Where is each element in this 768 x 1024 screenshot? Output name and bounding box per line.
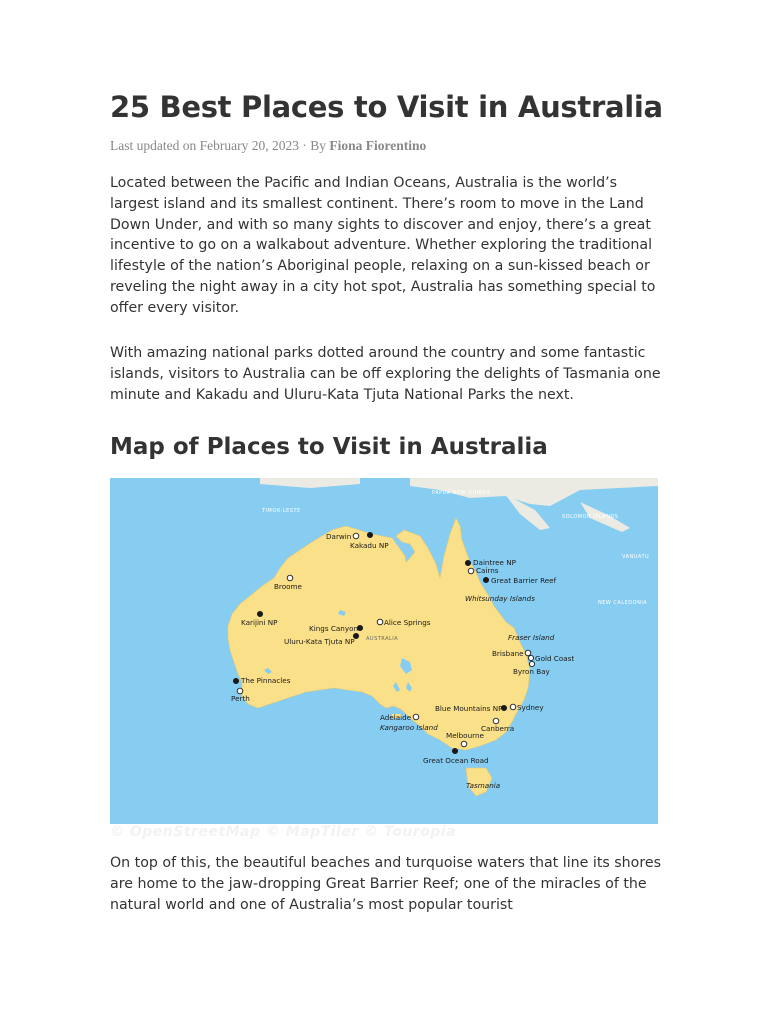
- label-uluru: Uluru-Kata Tjuta NP: [284, 637, 355, 646]
- marker-great-ocean-road: [452, 748, 457, 753]
- marker-daintree: [465, 560, 470, 565]
- australia-map[interactable]: [110, 478, 658, 824]
- marker-gold-coast: [528, 655, 533, 660]
- map-svg: [110, 478, 658, 824]
- sea-label-png: PAPUA NEW GUINEA: [432, 490, 491, 496]
- sea-label-new-caledonia: NEW CALEDONIA: [598, 600, 648, 606]
- article-meta: [110, 138, 426, 154]
- map-heading: Map of Places to Visit in Australia: [110, 434, 548, 460]
- label-blue-mountains: Blue Mountains NP: [435, 704, 503, 713]
- label-pinnacles: The Pinnacles: [241, 676, 291, 685]
- label-kakadu: Kakadu NP: [350, 541, 389, 550]
- label-darwin: Darwin: [326, 532, 352, 541]
- label-alice-springs: Alice Springs: [384, 618, 431, 627]
- second-paragraph: With amazing national parks dotted around the country and some fantastic islands, visitors to Australia can be off exploring the delights of Tasmania one minute and Kakadu and Uluru-Kata Tjuta National Parks the next.: [110, 345, 661, 403]
- meta-date: Last updated on February 20, 2023 · By: [110, 138, 330, 153]
- label-perth: Perth: [231, 694, 250, 703]
- label-gold-coast: Gold Coast: [535, 654, 575, 663]
- marker-karijini: [257, 611, 262, 616]
- label-canberra: Canberra: [481, 724, 515, 733]
- sea-label-solomon: SOLOMON ISLANDS: [562, 514, 619, 520]
- intro-paragraph: Located between the Pacific and Indian Oceans, Australia is the world’s largest island and its smallest continent. There’s room to move in the Land Down Under, and with so many sights to discover and enjoy, there’s a great incentive to go on a walkabout adventure. Whether exploring the traditional lifestyle of the nation’s Aboriginal people, relaxing on a sun-kissed beach or reveling the night away in a city hot spot, Australia has something special to offer every visitor.: [110, 175, 656, 316]
- marker-brisbane: [525, 650, 531, 656]
- marker-pinnacles: [233, 678, 238, 683]
- marker-perth: [237, 688, 243, 694]
- marker-adelaide: [413, 714, 419, 720]
- label-reef: Great Barrier Reef: [491, 576, 557, 585]
- marker-melbourne: [461, 741, 467, 747]
- label-melbourne: Melbourne: [446, 731, 484, 740]
- label-broome: Broome: [274, 582, 302, 591]
- label-sydney: Sydney: [517, 703, 544, 712]
- label-cairns: Cairns: [476, 566, 499, 575]
- label-tasmania: Tasmania: [466, 781, 501, 790]
- third-paragraph: On top of this, the beautiful beaches and turquoise waters that line its shores are home to the jaw-dropping Great Barrier Reef; one of the miracles of the natural world and one of Australia’s most popular tourist: [110, 855, 661, 913]
- marker-broome: [287, 575, 293, 581]
- label-kings-canyon: Kings Canyon: [309, 624, 359, 633]
- marker-cairns: [468, 568, 474, 574]
- label-whitsunday: Whitsunday Islands: [465, 594, 535, 603]
- marker-darwin: [353, 533, 359, 539]
- country-label: AUSTRALIA: [366, 636, 399, 642]
- marker-canberra: [493, 718, 499, 724]
- marker-sydney: [510, 704, 516, 710]
- label-adelaide: Adelaide: [380, 713, 412, 722]
- sea-label-vanuatu: VANUATU: [622, 554, 650, 560]
- article-title: 25 Best Places to Visit in Australia: [110, 90, 663, 124]
- marker-reef: [483, 577, 488, 582]
- marker-byron: [529, 661, 534, 666]
- label-kangaroo: Kangaroo Island: [380, 723, 438, 732]
- label-byron: Byron Bay: [513, 667, 550, 676]
- sea-label-timor: TIMOR-LESTE: [262, 508, 301, 514]
- map-credit: © OpenStreetMap © MapTiler © Touropia: [110, 824, 457, 840]
- author-link[interactable]: Fiona Fiorentino: [329, 138, 427, 153]
- label-great-ocean-road: Great Ocean Road: [423, 756, 489, 765]
- marker-alice-springs: [377, 619, 383, 625]
- label-daintree: Daintree NP: [473, 558, 516, 567]
- label-fraser: Fraser Island: [508, 633, 555, 642]
- label-karijini: Karijini NP: [241, 618, 278, 627]
- marker-kakadu: [367, 532, 372, 537]
- label-brisbane: Brisbane: [492, 649, 524, 658]
- marker-kings-canyon: [357, 625, 362, 630]
